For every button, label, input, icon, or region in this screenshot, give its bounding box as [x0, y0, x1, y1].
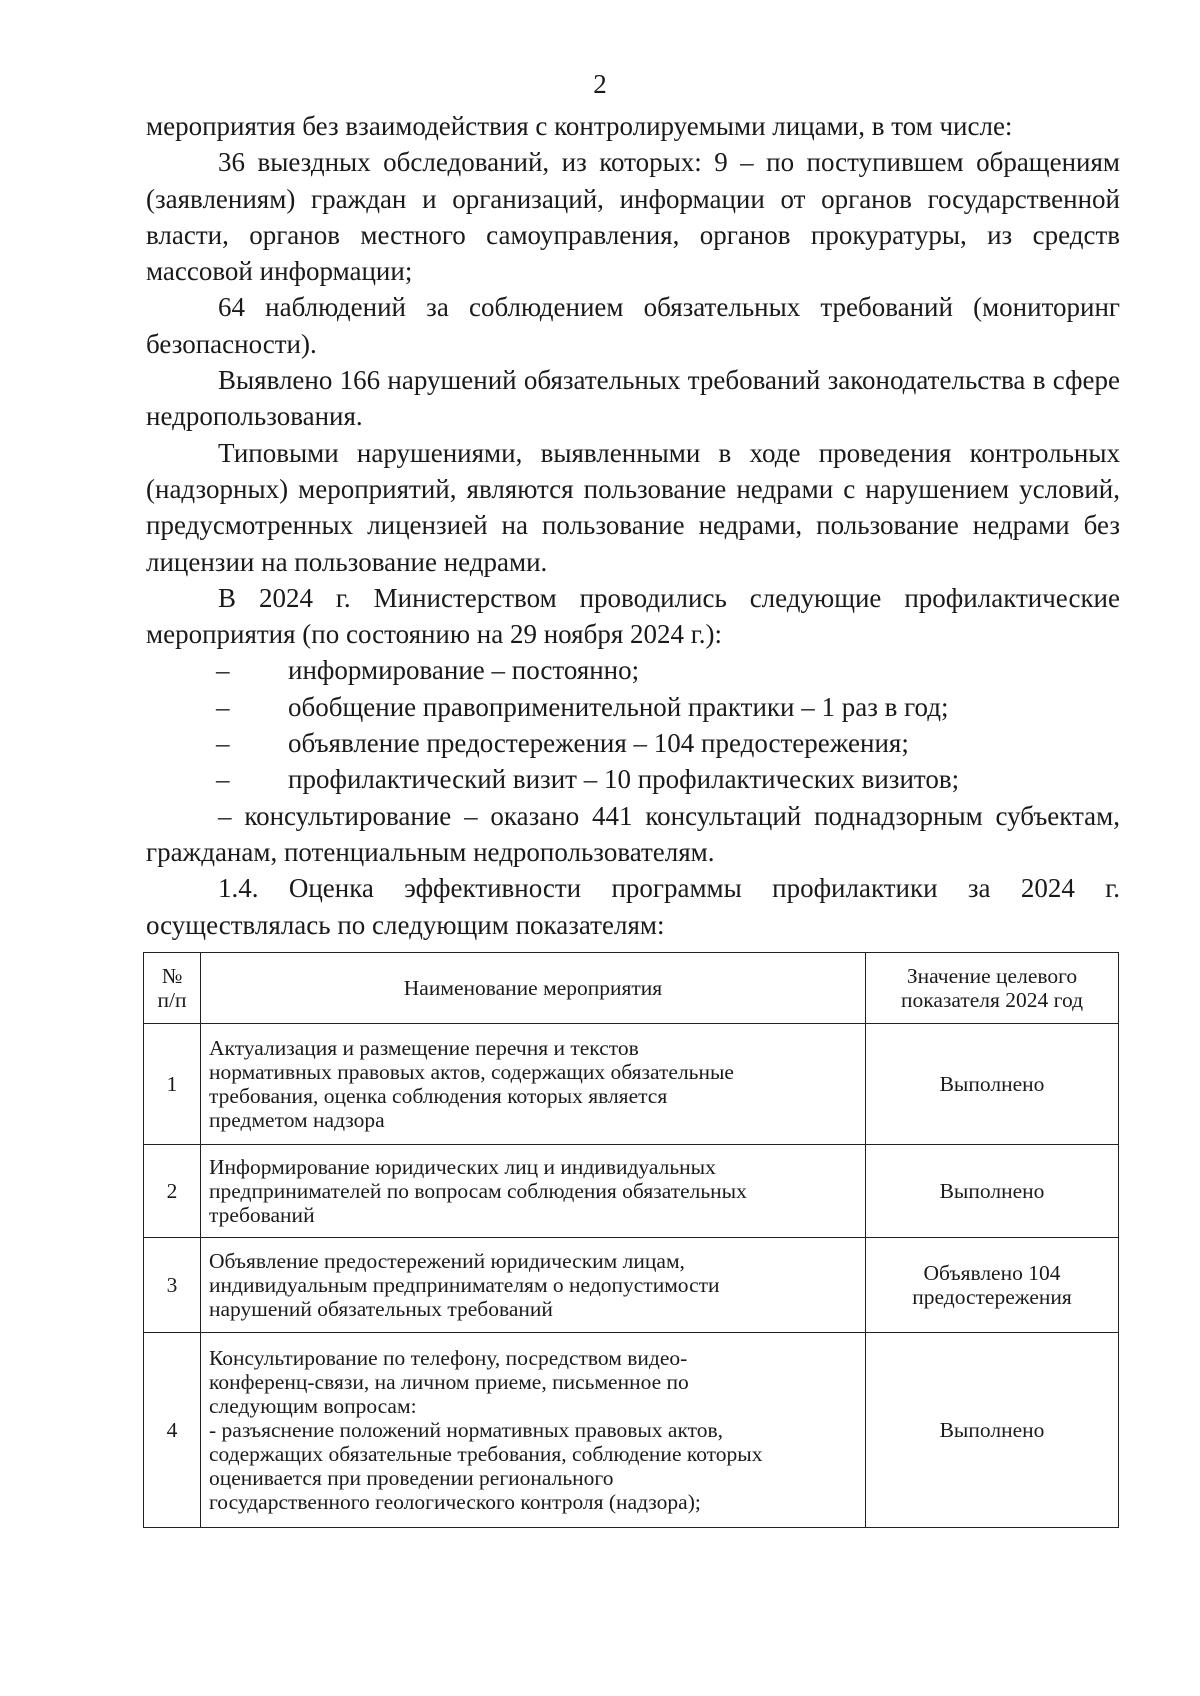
table-row	[144, 1238, 1119, 1333]
cell-name: Объявление предостережений юридическим лицам, индивидуальным предпринимателям о недопустимости нарушений обязательных требований	[201, 1238, 866, 1333]
cell-num: 3	[144, 1238, 201, 1333]
dash-marker: –	[216, 691, 230, 722]
body-text	[146, 108, 1120, 943]
table-row	[144, 1145, 1119, 1238]
list-item-text: обобщение правоприменительной практики – 1 раз в год;	[288, 691, 949, 722]
list-item	[146, 761, 1120, 797]
paragraph: 64 наблюдений за соблюдением обязательных требований (мониторинг безопасности).	[146, 292, 1120, 359]
header-value: Значение целевого показателя 2024 год	[866, 953, 1119, 1024]
cell-value: Выполнено	[866, 1024, 1119, 1145]
list-item-text: объявление предостережения – 104 предостережения;	[288, 728, 909, 759]
cell-num: 4	[144, 1333, 201, 1528]
cell-num: 1	[144, 1024, 201, 1145]
cell-num: 2	[144, 1145, 201, 1238]
cell-name: Информирование юридических лиц и индивидуальных предпринимателей по вопросам соблюдения обязательных требований	[201, 1145, 866, 1238]
page-number: 2	[593, 69, 607, 99]
paragraph: 36 выездных обследований, из которых: 9 – по поступившем обращениям (заявлениям) граждан и организаций, информации от органов государственной власти, органов местного самоуправления, органов прокуратуры, из средств массовой информации;	[146, 147, 1120, 287]
list-item-text: профилактический визит – 10 профилактических визитов;	[288, 764, 960, 795]
list-item	[146, 798, 1120, 871]
cell-name: Консультирование по телефону, посредством видео- конференц-связи, на личном приеме, письменное по следующим вопросам: - разъяснение положений нормативных правовых актов, содержащих обязательные требования, соблюдение которых оценивается при проведении регионального государственного геологического контроля (надзора);	[201, 1333, 866, 1528]
table-row	[144, 1024, 1119, 1145]
dash-marker: –	[216, 764, 230, 795]
header-num: № п/п	[144, 953, 201, 1024]
table-row	[144, 1333, 1119, 1528]
cell-value: Выполнено	[866, 1333, 1119, 1528]
dash-marker: –	[216, 655, 230, 686]
cell-name: Актуализация и размещение перечня и текстов нормативных правовых актов, содержащих обязательные требования, оценка соблюдения которых является предметом надзора	[201, 1024, 866, 1145]
header-name: Наименование мероприятия	[201, 953, 866, 1024]
list-item	[146, 689, 1120, 725]
table-header-row	[144, 953, 1119, 1024]
paragraph: Выявлено 166 нарушений обязательных требований законодательства в сфере недропользования.	[146, 365, 1120, 432]
dash-marker: –	[216, 728, 230, 759]
indicators-table	[143, 952, 1119, 1528]
list-item	[146, 652, 1120, 688]
dash-marker: –	[218, 800, 232, 831]
paragraph: 1.4. Оценка эффективности программы профилактики за 2024 г. осуществлялась по следующим показателям:	[146, 873, 1120, 940]
list-item-text: информирование – постоянно;	[288, 655, 640, 686]
paragraph: В 2024 г. Министерством проводились следующие профилактические мероприятия (по состоянию на 29 ноября 2024 г.):	[146, 582, 1120, 650]
cell-value: Выполнено	[866, 1145, 1119, 1238]
paragraph: мероприятия без взаимодействия с контролируемыми лицами, в том числе:	[146, 111, 1013, 141]
paragraph: Типовыми нарушениями, выявленными в ходе проведения контрольных (надзорных) мероприятий, являются пользование недрами с нарушением условий, предусмотренных лицензией на пользование недрами, пользование недрами без лицензии на пользование недрами.	[146, 437, 1120, 577]
cell-value: Объявлено 104 предостережения	[866, 1238, 1119, 1333]
list-item-text: консультирование – оказано 441 консультаций поднадзорным субъектам, гражданам, потенциальным недропользователям.	[146, 800, 1121, 867]
list-item	[146, 725, 1120, 761]
